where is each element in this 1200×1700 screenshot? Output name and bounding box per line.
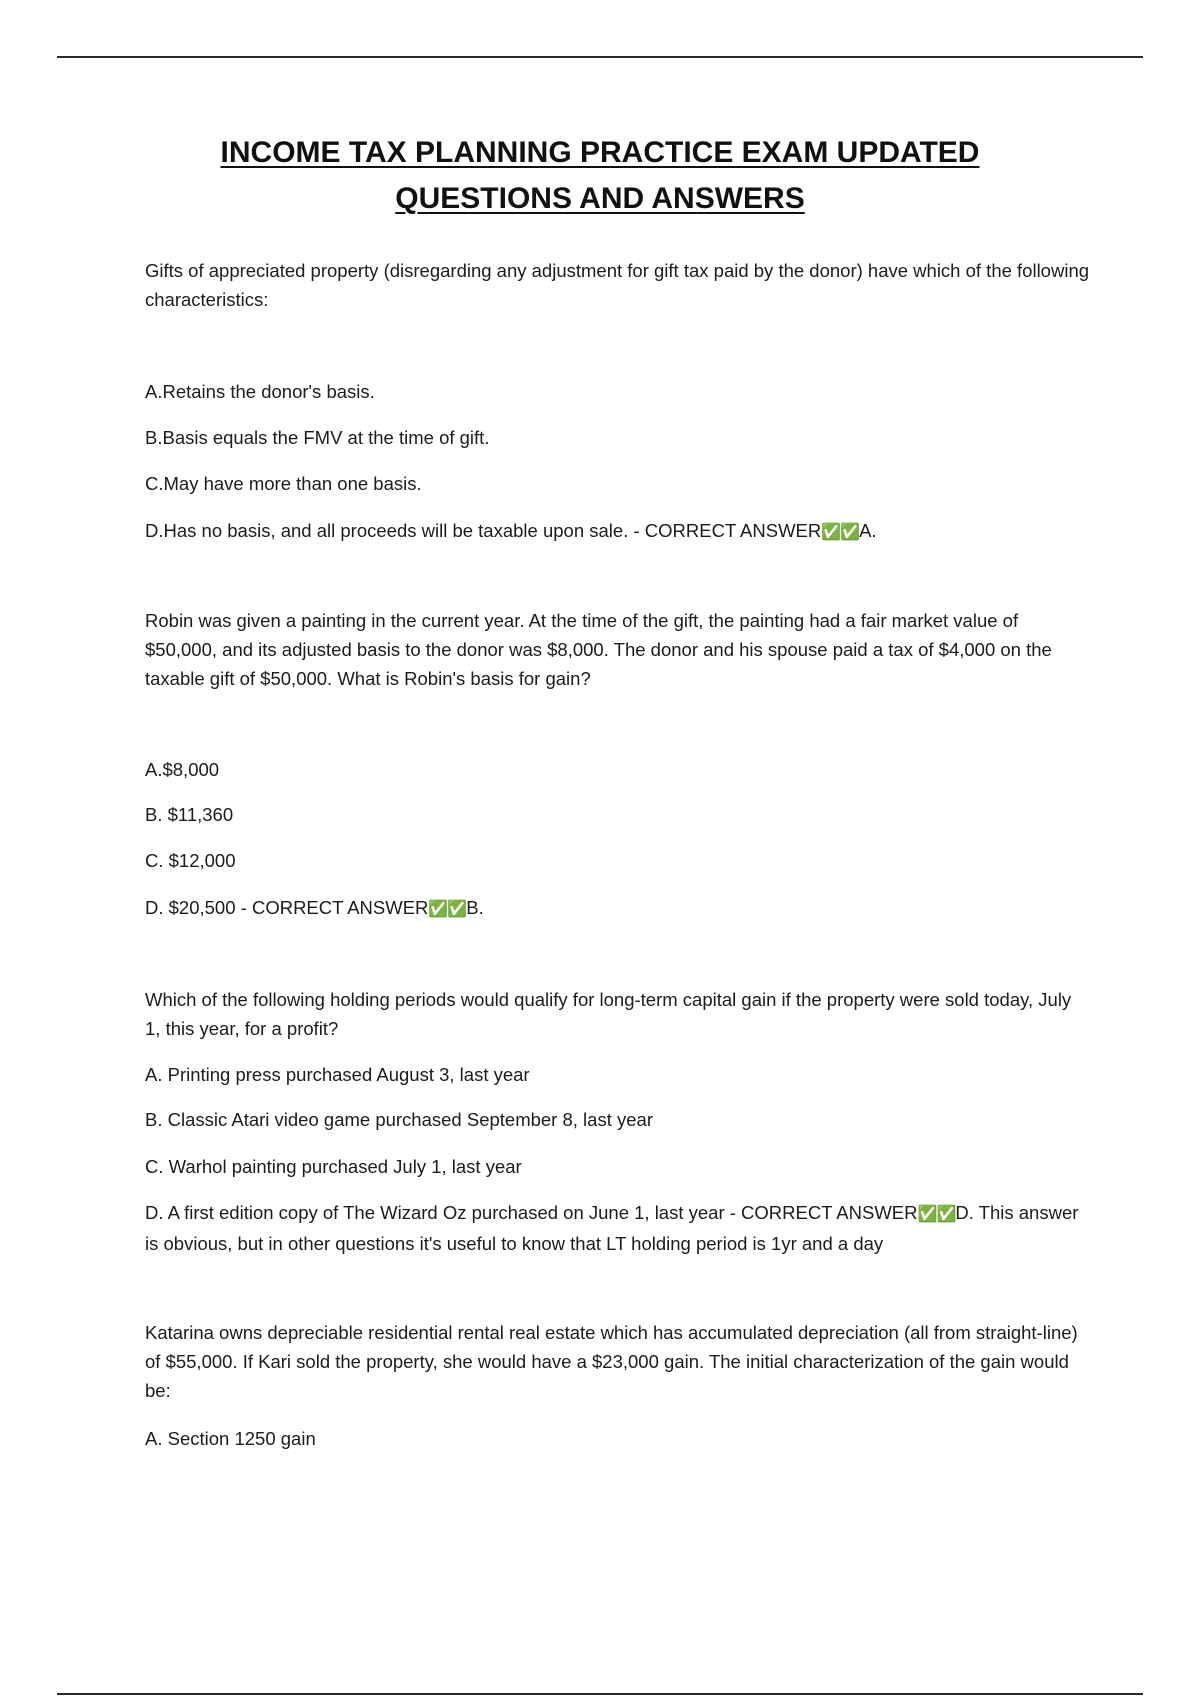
- correct-answer: D. This answer is obvious, but in other questions it's useful to know that LT holding period is 1yr and a day: [145, 1202, 1079, 1254]
- document-title: [0, 130, 1200, 222]
- question-3-option-d: [145, 1198, 1090, 1258]
- check-icon: ✅✅: [917, 1206, 956, 1223]
- title-line-1: INCOME TAX PLANNING PRACTICE EXAM UPDATED: [220, 136, 980, 169]
- question-1-stem: Gifts of appreciated property (disregarding any adjustment for gift tax paid by the donor) have which of the following characteristics:: [145, 260, 1090, 310]
- question-1-option-a: A.Retains the donor's basis.: [145, 381, 375, 402]
- question-1-option-d: [145, 516, 1090, 547]
- question-2-option-d: [145, 893, 1090, 924]
- question-4-stem: Katarina owns depreciable residential rental real estate which has accumulated depreciation (all from straight-line) of $55,000. If Kari sold the property, she would have a $23,000 gain. The initial characterization of the gain would be:: [145, 1322, 1078, 1401]
- check-icon: ✅✅: [428, 901, 467, 918]
- option-text: D. A first edition copy of The Wizard Oz purchased on June 1, last year - CORRECT ANSWER: [145, 1202, 918, 1223]
- question-1-option-c: C.May have more than one basis.: [145, 473, 422, 494]
- question-2-option-a: A.$8,000: [145, 759, 220, 780]
- question-2-option-c: C. $12,000: [145, 850, 236, 871]
- question-3-option-a: A. Printing press purchased August 3, last year: [145, 1064, 530, 1085]
- option-text: D.Has no basis, and all proceeds will be taxable upon sale. - CORRECT ANSWER: [145, 520, 822, 541]
- option-text: D. $20,500 - CORRECT ANSWER: [145, 897, 429, 918]
- correct-answer: B.: [466, 897, 484, 918]
- question-2-stem: Robin was given a painting in the current year. At the time of the gift, the painting had a fair market value of $50,000, and its adjusted basis to the donor was $8,000. The donor and his spouse paid a tax of $4,000 on the taxable gift of $50,000. What is Robin's basis for gain?: [145, 610, 1052, 689]
- question-2-option-b: B. $11,360: [145, 804, 234, 825]
- check-icon: ✅✅: [821, 524, 860, 541]
- title-line-2: QUESTIONS AND ANSWERS: [395, 182, 805, 215]
- question-1-option-b: B.Basis equals the FMV at the time of gift.: [145, 427, 490, 448]
- question-3-option-b: B. Classic Atari video game purchased September 8, last year: [145, 1109, 653, 1130]
- header-rule: [57, 56, 1143, 58]
- question-4-option-a: A. Section 1250 gain: [145, 1428, 316, 1449]
- correct-answer: A.: [859, 520, 877, 541]
- question-3-option-c: C. Warhol painting purchased July 1, last year: [145, 1156, 522, 1177]
- footer-rule: [57, 1693, 1143, 1695]
- question-3-stem: Which of the following holding periods would qualify for long-term capital gain if the property were sold today, July 1, this year, for a profit?: [145, 989, 1072, 1039]
